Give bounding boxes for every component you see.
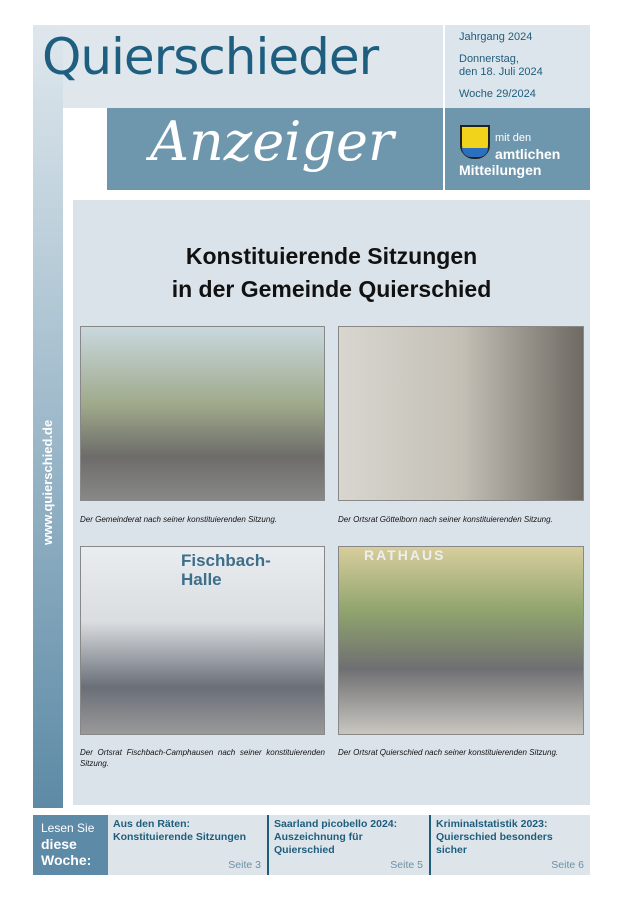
- caption: Der Ortsrat Quierschied nach seiner konstituierenden Sitzung.: [338, 748, 559, 757]
- label-line1: Lesen Sie: [41, 821, 95, 835]
- amt-line1: amtlichen: [495, 146, 561, 162]
- issue-info: [445, 25, 590, 108]
- date: den 18. Juli 2024: [459, 66, 543, 78]
- photo-goettelborn: [338, 326, 584, 501]
- amt-line2: Mitteilungen: [459, 162, 542, 178]
- week: Woche 29/2024: [459, 88, 536, 100]
- caption: Der Ortsrat Göttelborn nach seiner konstituierenden Sitzung.: [338, 515, 553, 524]
- masthead-subtitle: Anzeiger: [150, 110, 394, 173]
- label-line3: Woche:: [41, 852, 92, 868]
- photo-fischbach: [80, 546, 325, 735]
- teaser-title: Kriminalstatistik 2023:: [436, 818, 548, 830]
- headline-line2: in der Gemeinde Quierschied: [171, 276, 492, 302]
- teaser-item[interactable]: [108, 815, 267, 875]
- headline: [73, 240, 590, 306]
- caption: Der Ortsrat Fischbach-Camphausen nach seiner konstituierenden Sitzung.: [80, 748, 325, 768]
- teaser-title: Saarland picobello 2024:: [274, 818, 398, 830]
- volume: Jahrgang 2024: [459, 31, 533, 43]
- sign-rathaus: RATHAUS: [364, 547, 446, 563]
- side-strip: [33, 25, 63, 808]
- teaser-item[interactable]: [269, 815, 429, 875]
- weekday: Donnerstag,: [459, 53, 519, 65]
- caption: Der Gemeinderat nach seiner konstituierenden Sitzung.: [80, 515, 277, 524]
- sign-fischbach: Fischbach-Halle: [181, 551, 271, 589]
- masthead-title: Quierschieder: [42, 28, 379, 86]
- teaser-subtitle: Quierschied besonders sicher: [436, 831, 553, 856]
- teaser-page: Seite 3: [228, 859, 261, 871]
- headline-line1: Konstituierende Sitzungen: [185, 243, 478, 269]
- label-line2: diese: [41, 836, 77, 852]
- photo-quierschied: [338, 546, 584, 735]
- teaser-subtitle: Auszeichnung für Quierschied: [274, 831, 363, 856]
- teaser-title: Aus den Räten:: [113, 818, 191, 830]
- amt-small: mit den: [495, 132, 532, 144]
- this-week-label: [33, 815, 108, 875]
- teaser-item[interactable]: [431, 815, 590, 875]
- coat-of-arms-icon: [460, 125, 490, 159]
- teaser-subtitle: Konstituierende Sitzungen: [113, 831, 247, 843]
- teaser-page: Seite 6: [551, 859, 584, 871]
- website-link[interactable]: www.quierschied.de: [40, 419, 55, 545]
- photo-gemeinderat: [80, 326, 325, 501]
- teaser-page: Seite 5: [390, 859, 423, 871]
